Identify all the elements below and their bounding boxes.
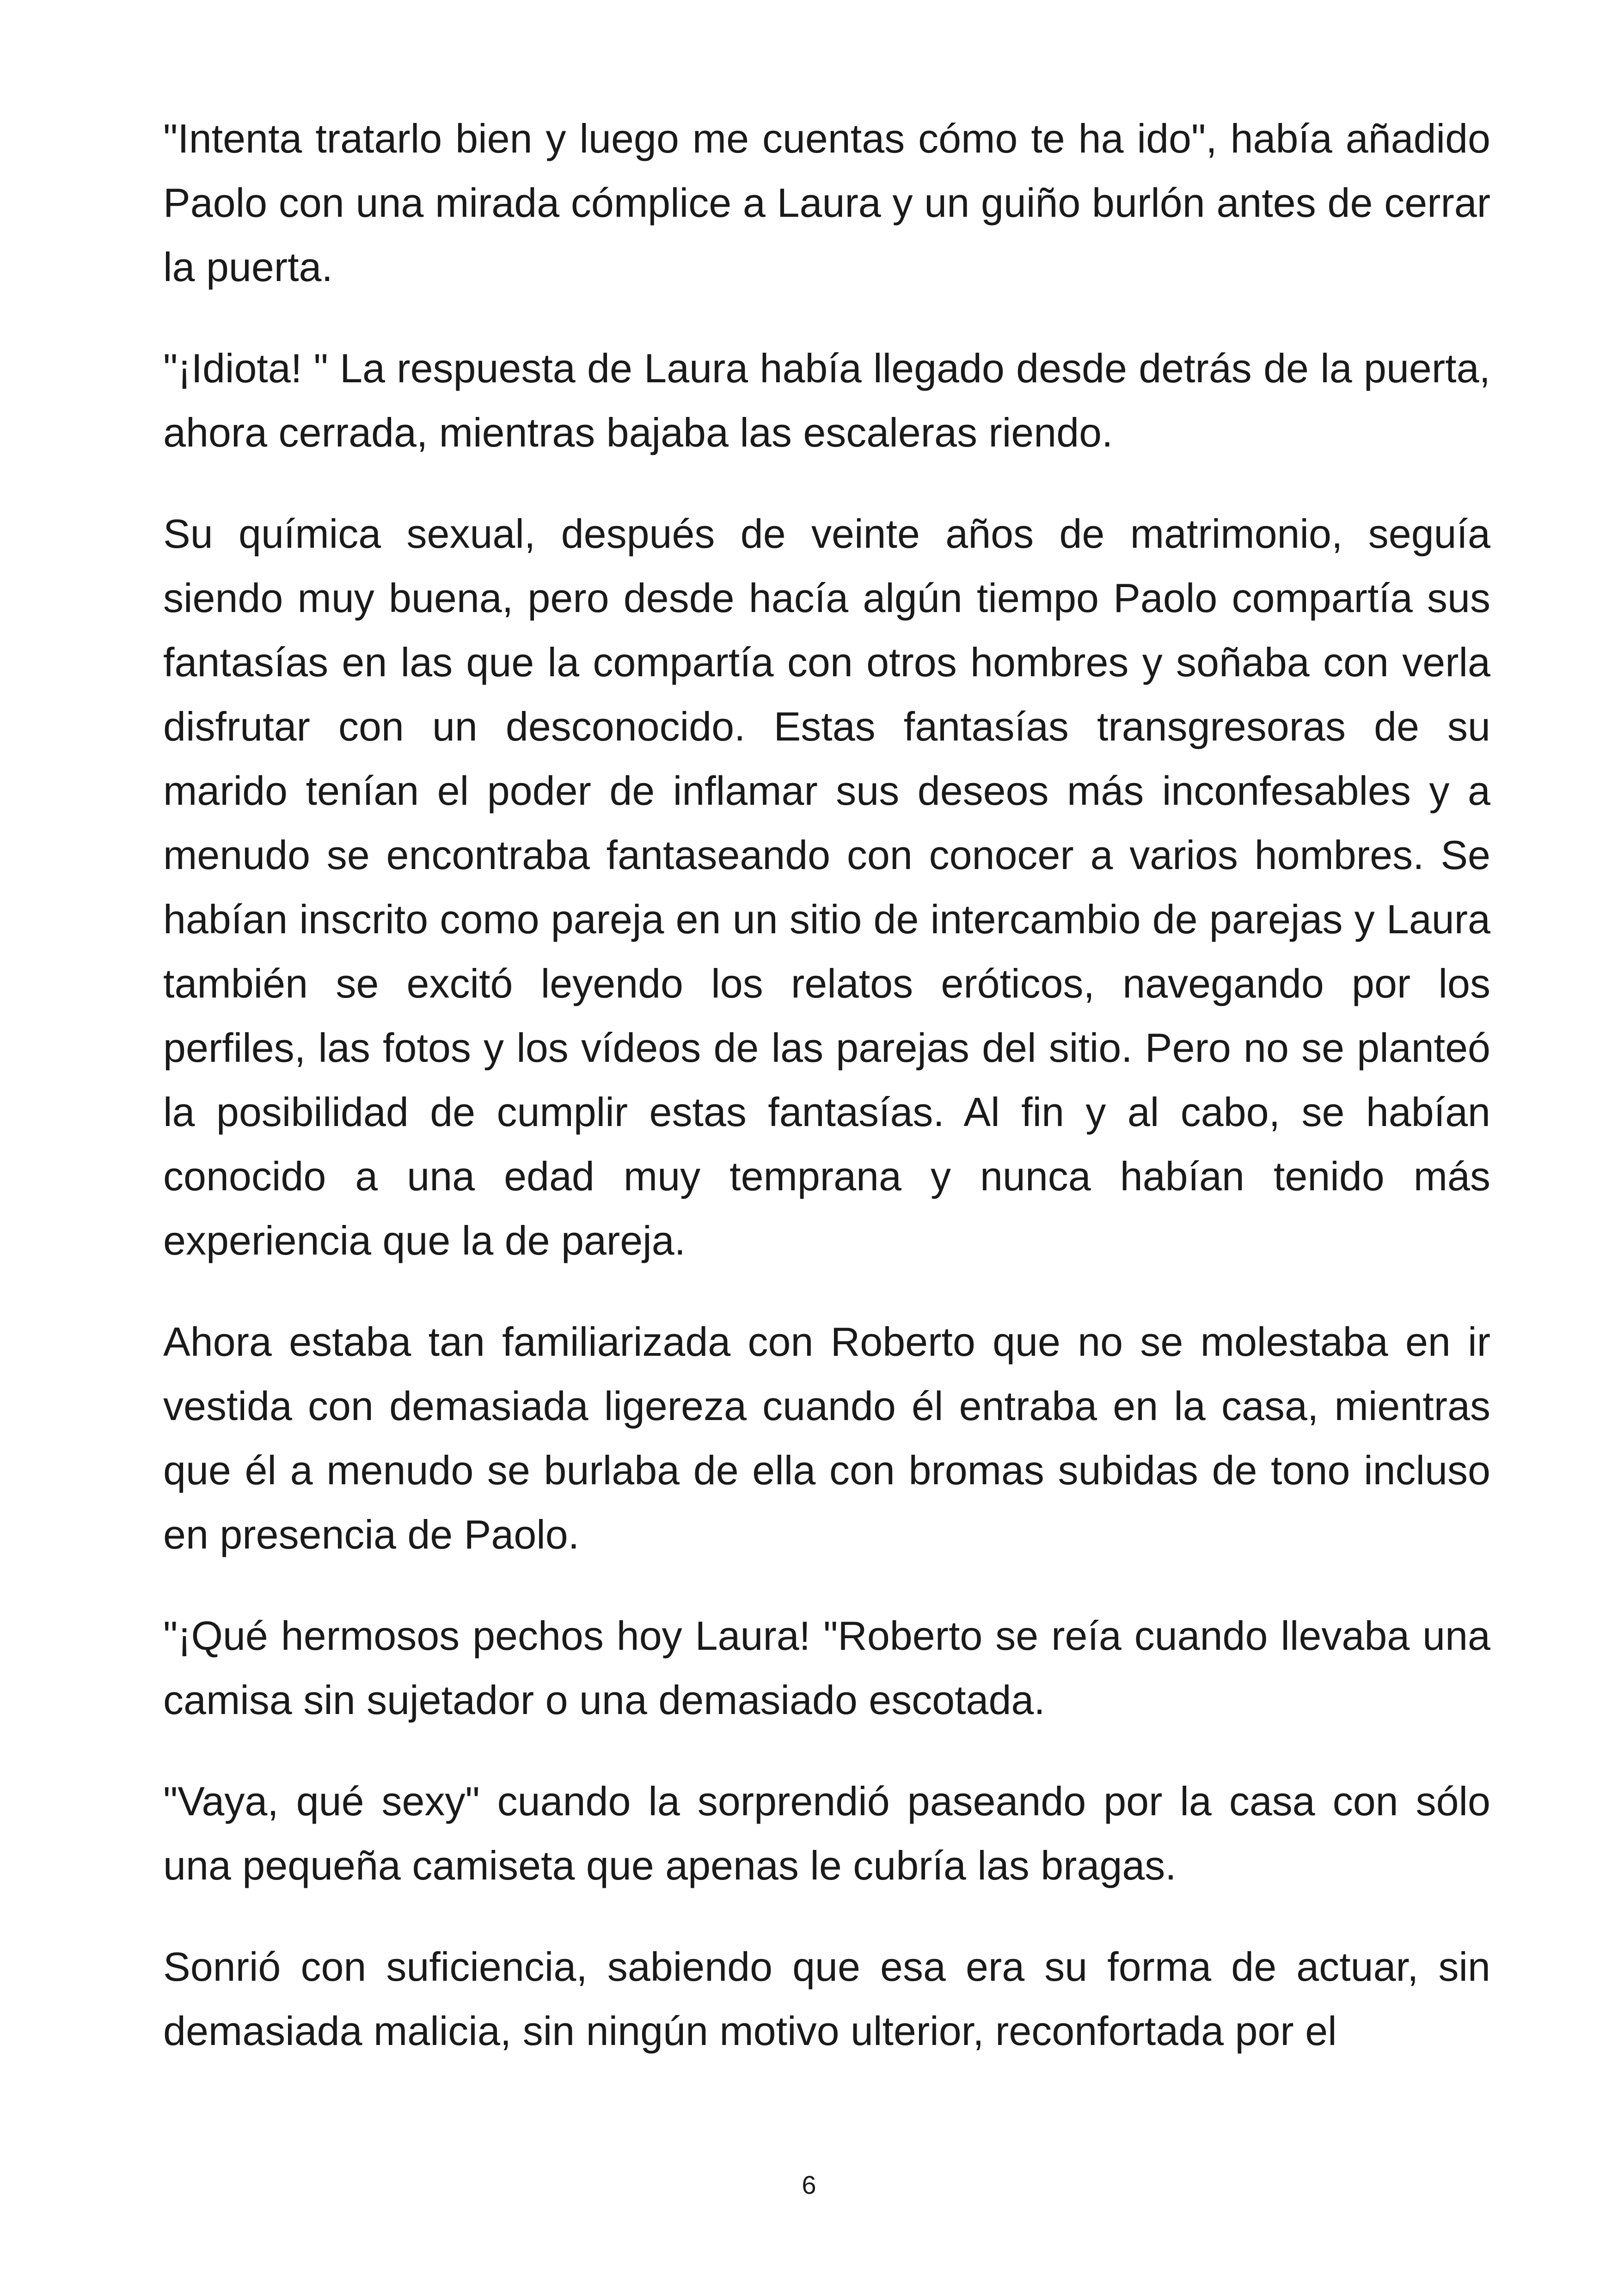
page-body: [163, 106, 1490, 2063]
page-number: 6: [802, 2170, 816, 2199]
paragraph-6: "Vaya, qué sexy" cuando la sorprendió paseando por la casa con sólo una pequeña camiseta que apenas le cubría las bragas.: [163, 1778, 1490, 1888]
paragraph-7: Sonrió con suficiencia, sabiendo que esa era su forma de actuar, sin demasiada malicia, sin ningún motivo ulterior, reconfortada por el: [163, 1944, 1490, 2054]
paragraph-4: Ahora estaba tan familiarizada con Roberto que no se molestaba en ir vestida con demasiada ligereza cuando él entraba en la casa, mientras que él a menudo se burlaba de ella con bromas subidas de tono incluso en presencia de Paolo.: [163, 1319, 1490, 1557]
paragraph-3: Su química sexual, después de veinte años de matrimonio, seguía siendo muy buena, pero desde hacía algún tiempo Paolo compartía sus fantasías en las que la compartía con otros hombres y soñaba con verla disfrutar con un desconocido. Estas fantasías transgresoras de su marido tenían el poder de inflamar sus deseos más inconfesables y a menudo se encontraba fantaseando con conocer a varios hombres. Se habían inscrito como pareja en un sitio de intercambio de parejas y Laura también se excitó leyendo los relatos eróticos, navegando por los perfiles, las fotos y los vídeos de las parejas del sitio. Pero no se planteó la posibilidad de cumplir estas fantasías. Al fin y al cabo, se habían conocido a una edad muy temprana y nunca habían tenido más experiencia que la de pareja.: [163, 511, 1490, 1263]
paragraph-2: "¡Idiota! " La respuesta de Laura había llegado desde detrás de la puerta, ahora cerrada, mientras bajaba las escaleras riendo.: [163, 345, 1490, 455]
paragraph-1: "Intenta tratarlo bien y luego me cuentas cómo te ha ido", había añadido Paolo con una mirada cómplice a Laura y un guiño burlón antes de cerrar la puerta.: [163, 116, 1490, 290]
paragraph-5: "¡Qué hermosos pechos hoy Laura! "Roberto se reía cuando llevaba una camisa sin sujetador o una demasiado escotada.: [163, 1613, 1490, 1723]
